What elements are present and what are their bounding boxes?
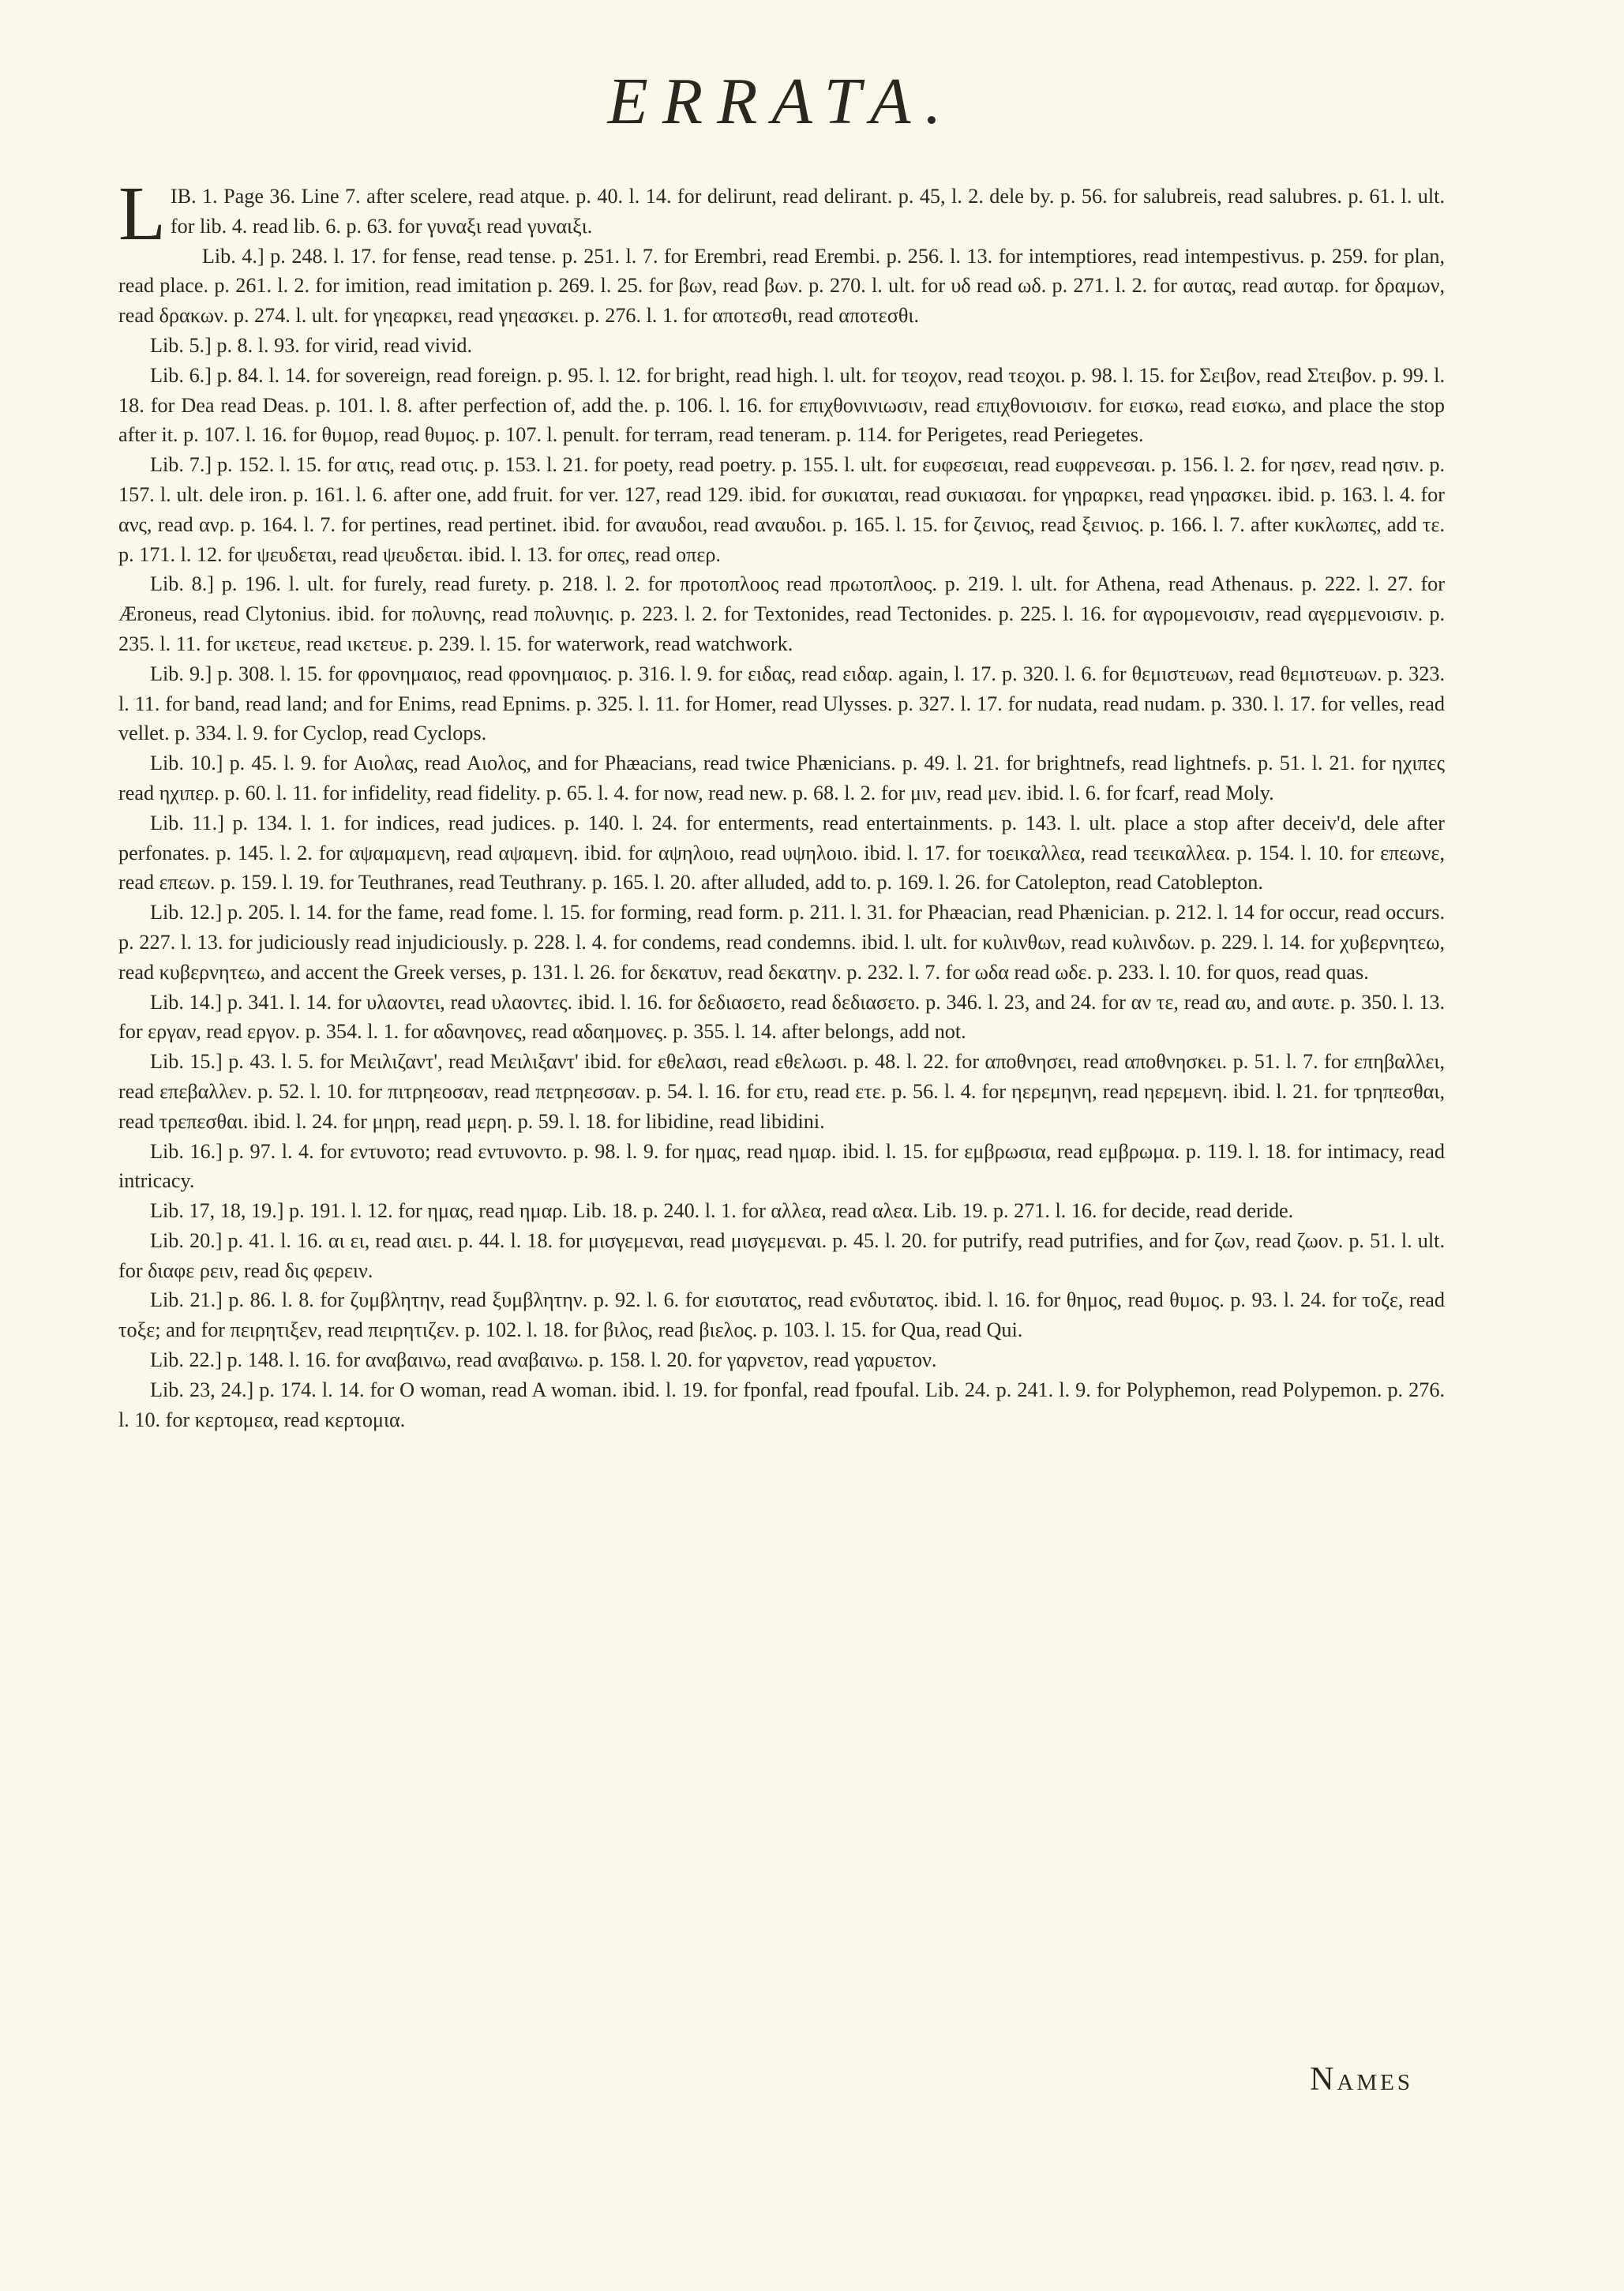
errata-entry-lib-10: Lib. 10.] p. 45. l. 9. for Αιολας, read Αιολος, and for Phæacians, read twice Phænicians. p. 49. l. 21. for brightnefs, read lightnefs. p. 51. l. 21. for ηχιπες read ηχιπερ. p. 60. l. 11. for infidelity, read fidelity. p. 65. l. 4. for now, read new. p. 68. l. 2. for μιν, read μεν. ibid. l. 6. for fcarf, read Moly. — [118, 752, 1445, 804]
errata-entry-lib-16: Lib. 16.] p. 97. l. 4. for εντυνοτο; read εντυνοντο. p. 98. l. 9. for ημας, read ημαρ. ibid. l. 15. for εμβρωσια, read εμβρωμα. p. 119. l. 18. for intimacy, read intricacy. — [118, 1139, 1445, 1193]
errata-entry-lib-7: Lib. 7.] p. 152. l. 15. for ατις, read οτις. p. 153. l. 21. for poety, read poetry. p. 155. l. ult. for ευφεσειαι, read ευφρενεσαι. p. 156. l. 2. for ησεν, read ησιν. p. 157. l. ult. dele iron. p. 161. l. 6. after one, add fruit. for ver. 127, read 129. ibid. for συκιαται, read συκιασαι. for γηραρκει, read γηρασκει. ibid. p. 163. l. 4. for ανς, read ανρ. p. 164. l. 7. for pertines, read pertinet. ibid. for αναυδοι, read αναυδοι. p. 165. l. 15. for ζεινιος, read ξεινιος. p. 166. l. 7. after κυκλωπες, add τε. p. 171. l. 12. for ψευδεται, read ψευδεται. ibid. l. 13. for οπες, read οπερ. — [118, 453, 1445, 566]
errata-body — [118, 171, 1445, 1434]
errata-page — [118, 63, 1445, 2258]
errata-entry-lib-22: Lib. 22.] p. 148. l. 16. for αναβαινω, read αναβαινω. p. 158. l. 20. for γαρνετον, read γαρυετον. — [150, 1348, 937, 1372]
errata-entry-lib-14: Lib. 14.] p. 341. l. 14. for υλαοντει, read υλαοντες. ibid. l. 16. for δεδιασετο, read δεδιασετο. p. 346. l. 23, and 24. for αν τε, read αυ, and αυτε. p. 350. l. 13. for εργαν, read εργον. p. 354. l. 1. for αδανηονες, read αδαημονες. p. 355. l. 14. after belongs, add not. — [118, 990, 1445, 1044]
errata-entry-lib-17-19: Lib. 17, 18, 19.] p. 191. l. 12. for ημας, read ημαρ. Lib. 18. p. 240. l. 1. for αλλεα, read αλεα. Lib. 19. p. 271. l. 16. for decide, read deride. — [150, 1199, 1294, 1223]
errata-entry-lib-15: Lib. 15.] p. 43. l. 5. for Μειλιζαντ', read Μειλιξαντ' ibid. for εθελασι, read εθελωσι. p. 48. l. 22. for αποθνησει, read αποθνησκει. p. 51. l. 7. for επηβαλλει, read επεβαλλεν. p. 52. l. 10. for πιτρηεοσαν, read πετρηεσσαν. p. 54. l. 16. for ετυ, read ετε. p. 56. l. 4. for ηερεμηνη, read ηερεμενη. ibid. l. 21. for τρηπεσθαι, read τρεπεσθαι. ibid. l. 24. for μηρη, read μερη. p. 59. l. 18. for libidine, read libidini. — [118, 1050, 1445, 1133]
errata-entry-lib-6: Lib. 6.] p. 84. l. 14. for sovereign, read foreign. p. 95. l. 12. for bright, read high. l. ult. for τεοχον, read τεοχοι. p. 98. l. 15. for Σειβον, read Στειβον. p. 99. l. 18. for Dea read Deas. p. 101. l. 8. after perfection of, add the. p. 106. l. 16. for επιχθονινιωσιν, read επιχθονιοισιν. for εισκω, read εισκω, and place the stop after it. p. 107. l. 16. for θυμορ, read θυμος. p. 107. l. penult. for terram, read teneram. p. 114. for Perigetes, read Periegetes. — [118, 363, 1445, 447]
errata-entry-lib-21: Lib. 21.] p. 86. l. 8. for ζυμβλητην, read ξυμβλητην. p. 92. l. 6. for εισυτατος, read ενδυτατος. ibid. l. 16. for θημος, read θυμος. p. 93. l. 24. for τοζε, read τοξε; and for πειρητιξεν, read πειρητιζεν. p. 102. l. 18. for βιλος, read βιελος. p. 103. l. 15. for Qua, read Qui. — [118, 1288, 1445, 1342]
errata-entry-lib-1 — [118, 171, 1445, 257]
errata-entry-lib-9: Lib. 9.] p. 308. l. 15. for φρονημαιος, read φρονημαιος. p. 316. l. 9. for ειδας, read ειδαρ. again, l. 17. p. 320. l. 6. for θεμιστευων, read θεμιστευων. p. 323. l. 11. for band, read land; and for Enims, read Epnims. p. 325. l. 11. for Homer, read Ulysses. p. 327. l. 17. for nudata, read nudam. p. 330. l. 17. for velles, read vellet. p. 334. l. 9. for Cyclop, read Cyclops. — [118, 662, 1445, 745]
errata-entry-lib-12: Lib. 12.] p. 205. l. 14. for the fame, read fome. l. 15. for forming, read form. p. 211. l. 31. for Phæacian, read Phænician. p. 212. l. 14 for occur, read occurs. p. 227. l. 13. for judiciously read injudiciously. p. 228. l. 4. for condems, read condemns. ibid. l. ult. for κυλινθων, read κυλινδων. p. 229. l. 14. for χυβερνητεω, read κυβερνητεω, and accent the Greek verses, p. 131. l. 26. for δεκατυν, read δεκατην. p. 232. l. 7. for ωδα read ωδε. p. 233. l. 10. for quos, read quas. — [118, 901, 1445, 984]
entry-text: IB. 1. Page 36. Line 7. after scelere, read atque. p. 40. l. 14. for delirunt, read delirant. p. 45, l. 2. dele by. p. 56. for salubreis, read salubres. p. 61. l. ult. for lib. 4. read lib. 6. p. 63. for γυναξι read γυναιξι. — [170, 185, 1445, 238]
errata-entry-lib-23-24: Lib. 23, 24.] p. 174. l. 14. for O woman, read A woman. ibid. l. 19. for fponfal, read fpoufal. Lib. 24. p. 241. l. 9. for Polyphemon, read Polypemon. p. 276. l. 10. for κερτομεα, read κερτομια. — [118, 1378, 1445, 1431]
drop-cap: L — [118, 171, 166, 257]
errata-entry-lib-11: Lib. 11.] p. 134. l. 1. for indices, read judices. p. 140. l. 24. for enterments, read entertainments. p. 143. l. ult. place a stop after deceiv'd, dele after perfonates. p. 145. l. 2. for αψαμαμενη, read αψαμενη. ibid. for αψηλοιο, read υψηλοιο. ibid. l. 17. for τοεικαλλεα, read τεεικαλλεα. p. 154. l. 10. for επεωνε, read επεων. p. 159. l. 19. for Teuthranes, read Teuthrany. p. 165. l. 20. after alluded, add to. p. 169. l. 26. for Catolepton, read Catoblepton. — [118, 811, 1445, 894]
errata-entry-lib-20: Lib. 20.] p. 41. l. 16. αι ει, read αιει. p. 44. l. 18. for μισγεμεναι, read μισγεμεναι. p. 45. l. 20. for putrify, read putrifies, and for ζων, read ζωον. p. 51. l. ult. for διαφε ρειν, read δις φερειν. — [118, 1228, 1445, 1282]
errata-entry-lib-8: Lib. 8.] p. 196. l. ult. for furely, read furety. p. 218. l. 2. for προτοπλοος read πρωτοπλοος. p. 219. l. ult. for Athena, read Athenaus. p. 222. l. 27. for Æroneus, read Clytonius. ibid. for πολυνης, read πολυνηις. p. 223. l. 2. for Textonides, read Tectonides. p. 225. l. 16. for αγρομενοισιν, read αγερμενοισιν. p. 235. l. 11. for ικετευε, read ικετευε. p. 239. l. 15. for waterwork, read watchwork. — [118, 572, 1445, 655]
errata-entry-lib-4: Lib. 4.] p. 248. l. 17. for fense, read tense. p. 251. l. 7. for Erembri, read Erembi. p. 256. l. 13. for intemptiores, read intempestivus. p. 259. for plan, read place. p. 261. l. 2. for imition, read imitation p. 269. l. 25. for βων, read βων. p. 270. l. ult. for υδ read ωδ. p. 271. l. 2. for αυτας, read αυταρ. for δραμων, read δρακων. p. 274. l. ult. for γηεαρκει, read γηεασκει. p. 276. l. 1. for αποτεσθι, read αποτεσθι. — [118, 244, 1445, 328]
catchword: Names — [1310, 2061, 1413, 2098]
page-title: ERRATA. — [607, 65, 956, 138]
errata-entry-lib-5: Lib. 5.] p. 8. l. 93. for virid, read vivid. — [150, 333, 473, 357]
